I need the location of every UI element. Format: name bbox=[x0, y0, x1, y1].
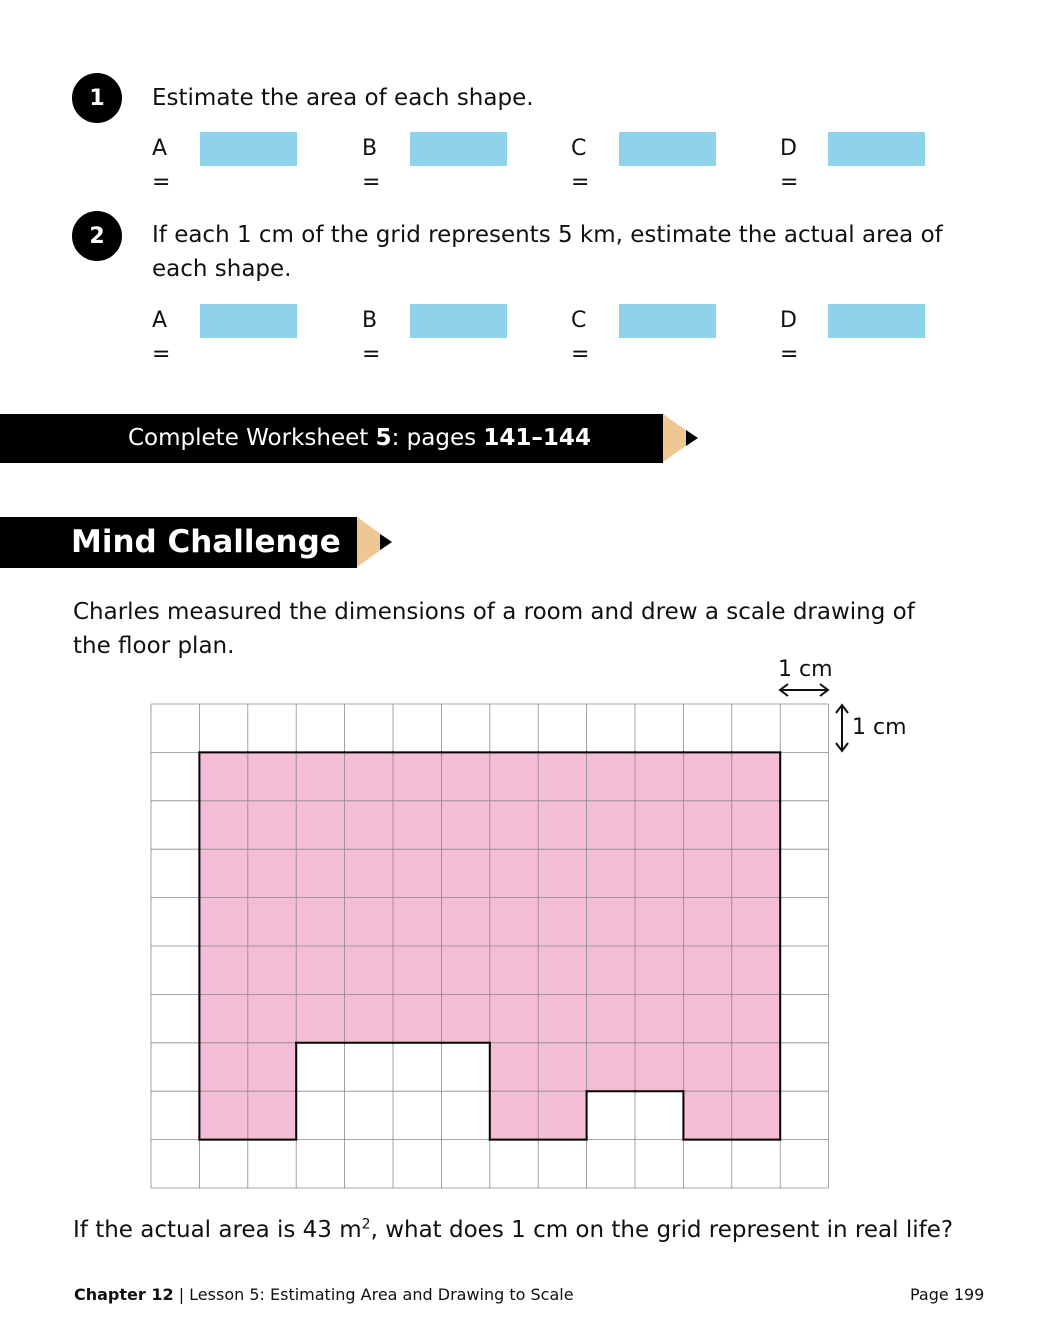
question-text bbox=[152, 218, 972, 286]
floor-cell bbox=[345, 946, 394, 995]
floor-cell bbox=[393, 801, 442, 850]
floor-cell bbox=[587, 752, 636, 801]
superscript: 2 bbox=[361, 1216, 371, 1233]
double-arrow-vertical-icon bbox=[834, 703, 850, 753]
answer-input[interactable] bbox=[619, 132, 716, 166]
floor-cell bbox=[683, 1043, 732, 1092]
floor-cell bbox=[248, 801, 297, 850]
floor-cell bbox=[199, 849, 248, 898]
floor-cell bbox=[441, 946, 490, 995]
floor-cell bbox=[345, 752, 394, 801]
floor-cell bbox=[732, 898, 781, 947]
floor-cell bbox=[538, 1091, 587, 1140]
floor-cell bbox=[732, 994, 781, 1043]
answer-label: D = bbox=[780, 136, 799, 195]
question-text-before: If the actual area is 43 m bbox=[73, 1217, 362, 1243]
mind-challenge-question bbox=[73, 1213, 953, 1247]
floor-cell bbox=[490, 898, 539, 947]
footer-lesson bbox=[74, 1284, 574, 1306]
floor-cell bbox=[538, 1043, 587, 1092]
floor-cell bbox=[587, 898, 636, 947]
floor-cell bbox=[587, 994, 636, 1043]
question-text-line: If each 1 cm of the grid represents 5 km, estimate the actual area of bbox=[152, 222, 943, 248]
floor-cell bbox=[248, 849, 297, 898]
answer-input[interactable] bbox=[410, 132, 507, 166]
floor-cell bbox=[538, 946, 587, 995]
question-number-badge bbox=[72, 211, 122, 261]
question-number: 1 bbox=[89, 85, 105, 111]
pencil-lead-icon bbox=[686, 430, 698, 446]
floor-cell bbox=[296, 849, 345, 898]
floor-cell bbox=[199, 801, 248, 850]
floor-cell bbox=[248, 898, 297, 947]
worksheet-pages: 141–144 bbox=[483, 425, 591, 451]
floor-cell bbox=[538, 849, 587, 898]
double-arrow-horizontal-icon bbox=[778, 682, 830, 698]
floor-cell bbox=[441, 801, 490, 850]
answer-label: B = bbox=[362, 308, 381, 367]
floor-cell bbox=[635, 801, 684, 850]
floor-cell bbox=[732, 1091, 781, 1140]
floor-cell bbox=[393, 946, 442, 995]
floor-cell bbox=[490, 1091, 539, 1140]
worksheet-banner-text bbox=[128, 414, 591, 463]
intro-line: Charles measured the dimensions of a room and drew a scale drawing of bbox=[73, 599, 915, 625]
answer-input[interactable] bbox=[828, 132, 925, 166]
floor-plan-grid bbox=[150, 703, 830, 1189]
footer-page-number: Page 199 bbox=[910, 1285, 985, 1304]
answer-label: A = bbox=[152, 136, 171, 195]
floor-cell bbox=[345, 898, 394, 947]
floor-cell bbox=[441, 849, 490, 898]
floor-cell bbox=[635, 898, 684, 947]
worksheet-mid: : pages bbox=[391, 425, 484, 451]
floor-cell bbox=[490, 752, 539, 801]
floor-cell bbox=[635, 752, 684, 801]
floor-cell bbox=[732, 752, 781, 801]
floor-cell bbox=[683, 994, 732, 1043]
answer-input[interactable] bbox=[828, 304, 925, 338]
question-text-after: , what does 1 cm on the grid represent in real life? bbox=[370, 1217, 954, 1243]
floor-cell bbox=[393, 994, 442, 1043]
floor-cell bbox=[296, 946, 345, 995]
floor-cell bbox=[683, 898, 732, 947]
floor-cell bbox=[538, 898, 587, 947]
answer-row bbox=[152, 132, 932, 195]
intro-line: the floor plan. bbox=[73, 633, 235, 659]
floor-cell bbox=[683, 801, 732, 850]
answer-label: C = bbox=[571, 136, 590, 195]
worksheet-number: 5 bbox=[375, 425, 392, 451]
floor-cell bbox=[393, 898, 442, 947]
floor-cell bbox=[490, 994, 539, 1043]
floor-cell bbox=[683, 1091, 732, 1140]
floor-cell bbox=[587, 801, 636, 850]
floor-cell bbox=[635, 1043, 684, 1092]
floor-cell bbox=[732, 946, 781, 995]
floor-cell bbox=[635, 994, 684, 1043]
floor-cell bbox=[441, 994, 490, 1043]
floor-cell bbox=[296, 801, 345, 850]
floor-cell bbox=[199, 1091, 248, 1140]
answer-input[interactable] bbox=[200, 132, 297, 166]
floor-cell bbox=[683, 752, 732, 801]
floor-cell bbox=[248, 752, 297, 801]
floor-cell bbox=[248, 994, 297, 1043]
floor-cell bbox=[587, 1043, 636, 1092]
mind-challenge-title: Mind Challenge bbox=[71, 524, 341, 560]
scale-label-horizontal: 1 cm bbox=[778, 657, 833, 682]
floor-cell bbox=[538, 801, 587, 850]
pencil-lead-icon bbox=[380, 534, 392, 550]
answer-row bbox=[152, 304, 932, 367]
floor-cell bbox=[345, 849, 394, 898]
mind-challenge-intro bbox=[73, 595, 953, 663]
floor-cell bbox=[393, 752, 442, 801]
floor-cell bbox=[248, 1043, 297, 1092]
floor-cell bbox=[248, 946, 297, 995]
worksheet-banner[interactable] bbox=[0, 414, 663, 463]
mind-challenge-header bbox=[0, 517, 357, 568]
floor-cell bbox=[587, 849, 636, 898]
floor-cell bbox=[345, 801, 394, 850]
answer-label: A = bbox=[152, 308, 171, 367]
floor-cell bbox=[199, 898, 248, 947]
question-number-badge bbox=[72, 73, 122, 123]
floor-cell bbox=[248, 1091, 297, 1140]
floor-cell bbox=[635, 849, 684, 898]
answer-input[interactable] bbox=[200, 304, 297, 338]
answer-input[interactable] bbox=[619, 304, 716, 338]
floor-cell bbox=[683, 849, 732, 898]
answer-input[interactable] bbox=[410, 304, 507, 338]
scale-label-vertical: 1 cm bbox=[852, 715, 907, 740]
footer-lesson-title: Lesson 5: Estimating Area and Drawing to Scale bbox=[189, 1285, 574, 1304]
floor-cell bbox=[441, 898, 490, 947]
floor-cell bbox=[490, 801, 539, 850]
answer-label: B = bbox=[362, 136, 381, 195]
floor-cell bbox=[587, 946, 636, 995]
floor-cell bbox=[296, 994, 345, 1043]
worksheet-prefix: Complete Worksheet bbox=[128, 425, 376, 451]
floor-cell bbox=[490, 849, 539, 898]
floor-cell bbox=[199, 994, 248, 1043]
floor-cell bbox=[441, 752, 490, 801]
floor-cell bbox=[732, 1043, 781, 1092]
footer-separator: | bbox=[173, 1285, 190, 1304]
floor-cell bbox=[199, 1043, 248, 1092]
question-text-line: each shape. bbox=[152, 256, 292, 282]
floor-cell bbox=[732, 849, 781, 898]
floor-cell bbox=[490, 946, 539, 995]
floor-cell bbox=[199, 946, 248, 995]
floor-cell bbox=[199, 752, 248, 801]
floor-cell bbox=[538, 994, 587, 1043]
answer-label: D = bbox=[780, 308, 799, 367]
floor-cell bbox=[393, 849, 442, 898]
floor-cell bbox=[296, 752, 345, 801]
question-number: 2 bbox=[89, 223, 105, 249]
answer-label: C = bbox=[571, 308, 590, 367]
floor-cell bbox=[490, 1043, 539, 1092]
floor-cell bbox=[683, 946, 732, 995]
floor-cell bbox=[345, 994, 394, 1043]
question-text: Estimate the area of each shape. bbox=[152, 85, 534, 111]
floor-cell bbox=[732, 801, 781, 850]
footer-chapter: Chapter 12 bbox=[74, 1285, 174, 1304]
floor-cell bbox=[538, 752, 587, 801]
floor-cell bbox=[635, 946, 684, 995]
floor-cell bbox=[296, 898, 345, 947]
